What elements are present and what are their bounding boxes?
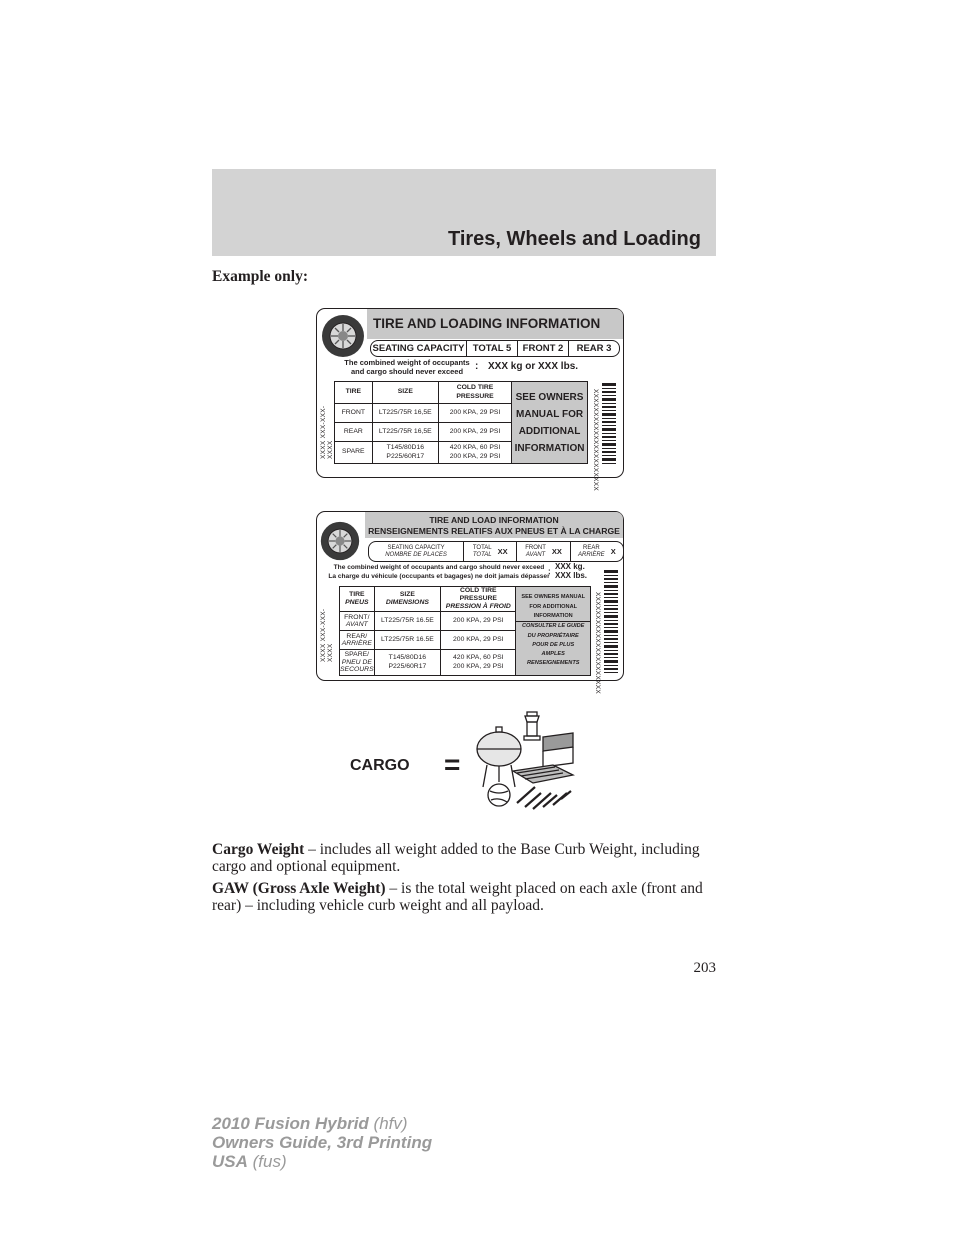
seating-capacity-row	[370, 340, 620, 357]
section-title: Tires, Wheels and Loading	[447, 228, 701, 250]
table-row: REAR LT225/75R 16,5E 200 KPA, 29 PSI	[335, 423, 588, 442]
page-number: 203	[693, 960, 716, 976]
barcode-icon	[602, 383, 616, 465]
table-row: REAR/ ARRIÈRE LT225/75R 16.5E 200 KPA, 29 PSI	[340, 631, 591, 650]
seating-rear: REAR 3	[568, 341, 619, 356]
left-code: XXXX XXX-XXX-XXXX	[320, 608, 334, 662]
label-title: TIRE AND LOAD INFORMATION	[429, 515, 559, 525]
cargo-weight-term: Cargo Weight	[212, 841, 305, 858]
seating-total: TOTAL TOTAL XX	[463, 542, 516, 561]
label-title-french: RENSEIGNEMENTS RELATIFS AUX PNEUS ET À LA CHARGE	[368, 526, 620, 536]
tire-loading-label-bilingual	[316, 511, 624, 694]
max-weight: XXX kg or XXX lbs.	[488, 361, 579, 372]
colon: :	[475, 361, 479, 372]
seating-front: FRONT 2	[517, 341, 568, 356]
gaw-paragraph	[212, 880, 716, 914]
col-size: SIZE	[372, 382, 438, 404]
barcode-icon	[604, 570, 618, 676]
cargo-label: CARGO	[350, 757, 410, 774]
equals-sign: =	[444, 749, 461, 780]
tire-icon	[320, 313, 366, 359]
label-title-bar	[367, 309, 623, 339]
seating-capacity: SEATING CAPACITY NOMBRE DE PLACES	[385, 544, 447, 558]
right-code: XXXXXXXXXXXXXXXXXXXXXX	[594, 592, 601, 694]
table-row: FRONT LT225/75R 16,5E 200 KPA, 29 PSI	[335, 404, 588, 423]
cargo-weight-definition: – includes all weight added to the Base Curb Weight, including cargo and optional equipment.	[212, 841, 700, 875]
footer-edition-info: 2010 Fusion Hybrid (hfv) Owners Guide, 3rd Printing USA (fus)	[212, 1114, 433, 1171]
cargo-weight-paragraph	[212, 841, 716, 875]
combined-weight-text: The combined weight of occupants and cargo should never exceed La charge du véhicule (occupants et bagages) ne doit jamais dépasser	[328, 564, 550, 580]
cargo-items-illustration	[473, 707, 581, 813]
col-size: SIZE DIMENSIONS	[374, 587, 441, 612]
table-row: SPARE/ PNEU DE SECOURS T145/80D16 P225/60R17 420 KPA, 60 PSI 200 KPA, 29 PSI	[340, 650, 591, 676]
example-only-label: Example only:	[212, 268, 309, 285]
seating-front: FRONT AVANT XX	[516, 542, 569, 561]
gaw-definition: – is the total weight placed on each axle (front and rear) – including vehicle curb weight and all payload.	[212, 880, 703, 914]
see-owners-box: SEE OWNERS MANUAL FOR ADDITIONAL INFORMATION	[512, 382, 588, 464]
header-band	[212, 169, 716, 256]
tire-icon	[319, 520, 361, 562]
gaw-term: GAW (Gross Axle Weight)	[212, 880, 386, 897]
table-row: SPARE T145/80D16 P225/60R17 420 KPA, 60 PSI 200 KPA, 29 PSI	[335, 442, 588, 464]
col-tire: TIRE PNEUS	[340, 587, 375, 612]
col-pressure: COLD TIRE PRESSURE	[438, 382, 511, 404]
label-title: TIRE AND LOADING INFORMATION	[373, 316, 601, 331]
seating-capacity: SEATING CAPACITY	[372, 343, 465, 354]
table-row: FRONT/ AVANT LT225/75R 16.5E 200 KPA, 29 PSI	[340, 612, 591, 631]
combined-weight-text: The combined weight of occupants and cargo should never exceed	[344, 358, 470, 376]
tire-pressure-table	[334, 381, 588, 464]
seating-capacity-row	[368, 541, 624, 562]
tire-loading-label-english	[316, 308, 624, 491]
max-weight: XXX kg. XXX lbs.	[555, 562, 588, 580]
seating-rear: REAR ARRIÈRE X	[570, 542, 623, 561]
right-code: XXXXXXXXXXXXXXXXXXXXXX	[592, 389, 599, 491]
label-title-bar	[365, 512, 623, 538]
colon: :	[548, 567, 551, 576]
col-pressure: COLD TIRE PRESSURE PRESSION À FROID	[441, 587, 516, 612]
seating-total: TOTAL 5	[466, 341, 517, 356]
left-code: XXXX XXX-XXX-XXXX	[320, 405, 334, 459]
see-owners-box: SEE OWNERS MANUAL FOR ADDITIONAL INFORMATION CONSULTER LE GUIDE DU PROPRIÉTAIRE POUR DE PLUS AMPLES RENSEIGNEMENTS	[516, 587, 591, 676]
col-tire: TIRE	[335, 382, 373, 404]
tire-pressure-table	[339, 586, 591, 676]
